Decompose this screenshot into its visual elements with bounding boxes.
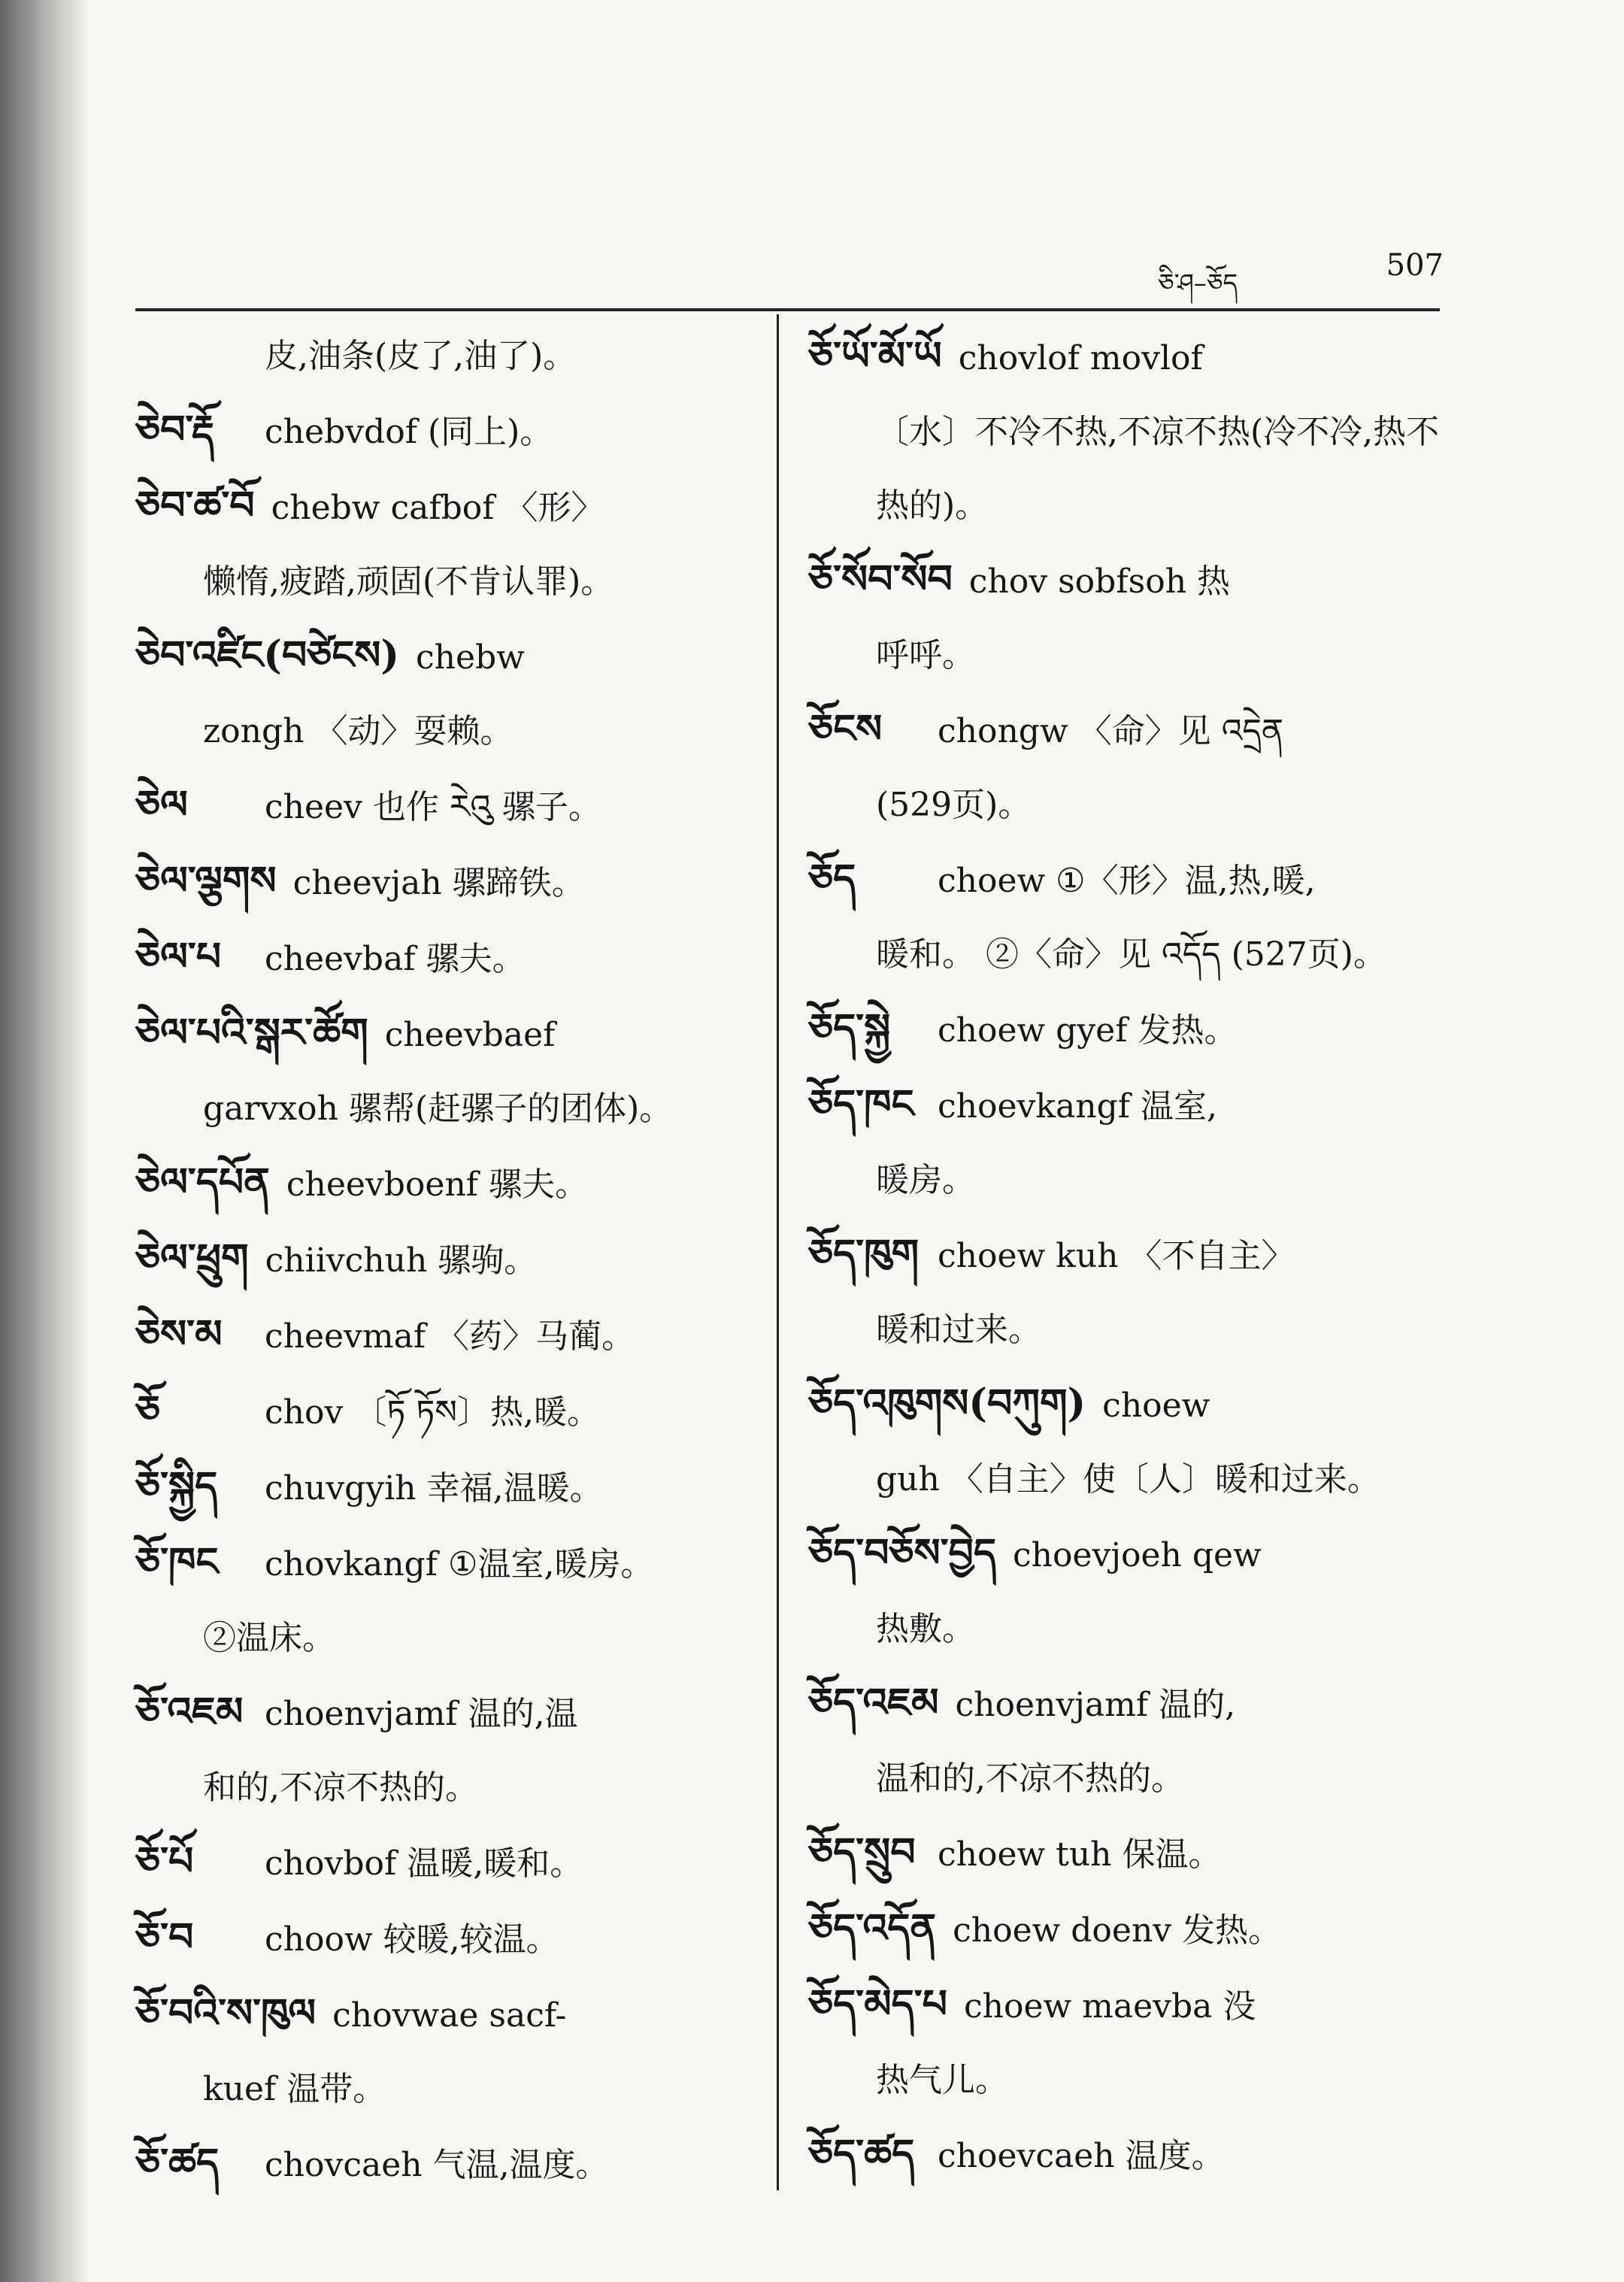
entry-definition: choew — [1102, 1386, 1210, 1425]
entry-definition: cheev 也作 རེའུ 骡子。 — [265, 788, 601, 826]
dictionary-entry — [135, 1901, 763, 1977]
dictionary-entry — [808, 992, 1440, 1068]
entry-definition: chuvgyih 幸福,温暖。 — [265, 1469, 603, 1508]
entry-definition: choew kuh 〈不自主〉 — [938, 1237, 1295, 1275]
dictionary-entry — [135, 1977, 763, 2126]
entry-continuation: guh 〈自主〉使〔人〕暖和过来。 — [876, 1460, 1380, 1499]
entry-continuation: 懒惰,疲踏,顽固(不肯认罪)。 — [203, 562, 614, 601]
dictionary-entry — [135, 1222, 763, 1298]
entry-definition: choew gyef 发热。 — [938, 1011, 1238, 1050]
dictionary-entry — [135, 2126, 763, 2202]
entry-headword: ཅོད་སྐྱེ — [808, 1005, 891, 1051]
dictionary-entry — [135, 1825, 763, 1901]
running-head — [1158, 248, 1444, 299]
entry-headword: ཅོད་འདོན — [808, 1905, 937, 1951]
dictionary-entry — [808, 1367, 1440, 1517]
entry-headword: ཅོ་སོབ་སོབ — [808, 556, 953, 602]
entry-definition: choew doenv 发热。 — [953, 1911, 1282, 1950]
right-column — [808, 320, 1440, 2193]
entry-definition: choenvjamf 温的, — [955, 1686, 1236, 1724]
book-spine-shadow — [0, 0, 90, 2282]
entry-definition: choenvjamf 温的,温 — [265, 1695, 578, 1733]
entry-headword: ཅེབ་ཚ་བོ — [135, 483, 255, 529]
entry-headword: ཅོ་འཇམ — [135, 1689, 244, 1735]
entry-definition: choew tuh 保温。 — [938, 1835, 1222, 1874]
entry-headword: ཅོད་ཚད — [808, 2131, 915, 2177]
entry-headword: ཅོད་སྲུབ — [808, 1829, 916, 1875]
dictionary-entry — [135, 393, 763, 469]
entry-headword: ཅེལ་པ — [135, 934, 222, 980]
entry-headword: ཅོད་ཁང — [808, 1081, 914, 1127]
entry-headword: ཅོ་བ — [135, 1914, 194, 1960]
entry-headword: ཅོད — [808, 856, 856, 902]
column-divider — [777, 314, 779, 2190]
entry-headword: ཅོ་ཚད — [135, 2140, 220, 2186]
dictionary-entry — [808, 1068, 1440, 1217]
entry-definition: chovkangf ①温室,暖房。 — [265, 1545, 654, 1583]
entry-definition: choevkangf 温室, — [938, 1087, 1218, 1126]
dictionary-entry — [808, 692, 1440, 842]
dictionary-entry — [135, 1374, 763, 1450]
dictionary-entry — [135, 996, 763, 1146]
entry-headword: ཅོ་པོ — [135, 1838, 194, 1884]
entry-headword: ཅེབ་འཛིང(བཙེངས) — [135, 632, 399, 678]
entry-headword: ཅོངས — [808, 706, 883, 752]
dictionary-entry — [135, 768, 763, 844]
entry-definition: chovbof 温暖,暖和。 — [265, 1844, 583, 1883]
dictionary-entry — [808, 1968, 1440, 2117]
dictionary-entry — [808, 1517, 1440, 1666]
header-rule — [135, 308, 1440, 311]
dictionary-entry — [135, 1526, 763, 1675]
entry-definition: chiivchuh 骡驹。 — [265, 1241, 538, 1280]
entry-definition: choew maevba 没 — [963, 1987, 1256, 2026]
entry-headword: ཅོད་ཁུག — [808, 1231, 920, 1277]
entry-definition: chovcaeh 气温,温度。 — [265, 2146, 609, 2184]
entry-definition: cheevboenf 骡夫。 — [286, 1165, 589, 1204]
dictionary-entry — [135, 1146, 763, 1222]
dictionary-entry — [135, 320, 763, 393]
entry-definition: chebvdof (同上)。 — [265, 413, 553, 451]
running-head-range: ཅི་ཤ–ཅོད — [1158, 268, 1238, 299]
dictionary-entry — [135, 1450, 763, 1526]
dictionary-entry — [135, 1675, 763, 1825]
entry-continuation: 呼呼。 — [876, 636, 975, 674]
page-number: 507 — [1386, 248, 1444, 283]
entry-continuation: garvxoh 骡帮(赶骡子的团体)。 — [203, 1089, 673, 1128]
entry-headword: ཅོ་བའི་ས་ཁུལ — [135, 1990, 317, 2036]
entry-headword: ཅོད་བཅོས་བྱེད — [808, 1530, 996, 1576]
entry-headword: ཅོ་ཁང — [135, 1539, 219, 1585]
entry-continuation: (529页)。 — [876, 786, 1032, 824]
entry-headword: ཅོད་འཇམ — [808, 1680, 939, 1726]
entry-headword: ཅེལ་ཕྲུག — [135, 1235, 249, 1281]
entry-definition: choow 较暖,较温。 — [265, 1920, 559, 1959]
entry-headword: ཅོད་འཁུགས(བཀུག) — [808, 1380, 1086, 1426]
entry-headword: ཅོ་ཡོ་མོ་ཡོ — [808, 333, 942, 379]
entry-definition: cheevmaf 〈药〉马蔺。 — [265, 1317, 635, 1356]
dictionary-entry — [808, 1217, 1440, 1367]
entry-definition: chebw — [415, 638, 525, 677]
entry-continuation: 暖和过来。 — [876, 1311, 1041, 1349]
entry-definition: 皮,油条(皮了,油了)。 — [265, 337, 577, 375]
entry-headword: ཅོ་སྐྱིད — [135, 1463, 218, 1509]
entry-continuation: 暖房。 — [876, 1161, 975, 1199]
dictionary-entry — [135, 469, 763, 619]
entry-definition: chongw 〈命〉见 འདྲེན — [938, 712, 1284, 750]
dictionary-entry — [808, 842, 1440, 992]
entry-definition: chovlof movlof — [958, 339, 1203, 377]
entry-headword: ཅེས་མ — [135, 1311, 223, 1357]
entry-definition: cheevbaef — [384, 1016, 556, 1054]
dictionary-entry — [808, 1816, 1440, 1892]
entry-definition: cheevjah 骡蹄铁。 — [292, 864, 585, 902]
entry-definition: chovwae sacf- — [332, 1996, 567, 2035]
left-column — [135, 320, 763, 2202]
entry-continuation: 暖和。 ②〈命〉见 འདོད (527页)。 — [876, 935, 1386, 974]
entry-headword: ཅོ — [135, 1387, 161, 1433]
dictionary-entry — [135, 844, 763, 920]
entry-headword: ཅེལ་དཔོན — [135, 1159, 270, 1205]
entry-continuation: 温和的,不凉不热的。 — [876, 1759, 1184, 1798]
dictionary-entry — [808, 320, 1440, 543]
entry-definition: chov 〔ཏོ ཏོས〕热,暖。 — [265, 1393, 600, 1432]
entry-continuation: ②温床。 — [203, 1619, 335, 1657]
entry-headword: ཅོད་མེད་པ — [808, 1981, 947, 2027]
dictionary-entry — [135, 1298, 763, 1374]
entry-continuation: 〔水〕不冷不热,不凉不热(冷不冷,热不热的)。 — [876, 413, 1440, 525]
entry-headword: ཅེལ — [135, 782, 188, 828]
entry-headword: ཅེབ་རྡོ — [135, 407, 214, 453]
entry-definition: chov sobfsoh 热 — [968, 562, 1231, 601]
entry-definition: chebw cafbof 〈形〉 — [271, 489, 604, 527]
entry-continuation: 和的,不凉不热的。 — [203, 1768, 478, 1807]
entry-headword: ཅེལ་པའི་སྒར་ཚོག — [135, 1010, 368, 1056]
entry-definition: cheevbaf 骡夫。 — [265, 940, 526, 978]
dictionary-entry — [808, 1892, 1440, 1968]
dictionary-entry — [135, 619, 763, 768]
entry-continuation: 热敷。 — [876, 1610, 975, 1648]
entry-definition: choew ①〈形〉温,热,暖, — [938, 862, 1316, 900]
entry-continuation: 热气儿。 — [876, 2061, 1008, 2099]
dictionary-entry — [808, 2117, 1440, 2193]
dictionary-entry — [808, 1666, 1440, 1816]
entry-definition: choevjoeh qew — [1012, 1536, 1262, 1574]
dictionary-entry — [135, 920, 763, 996]
entry-definition: choevcaeh 温度。 — [938, 2137, 1225, 2175]
dictionary-entry — [808, 543, 1440, 692]
entry-headword: ཅེལ་ལྕགས — [135, 858, 277, 904]
entry-continuation: kuef 温带。 — [203, 2070, 386, 2108]
entry-continuation: zongh 〈动〉耍赖。 — [203, 712, 514, 750]
